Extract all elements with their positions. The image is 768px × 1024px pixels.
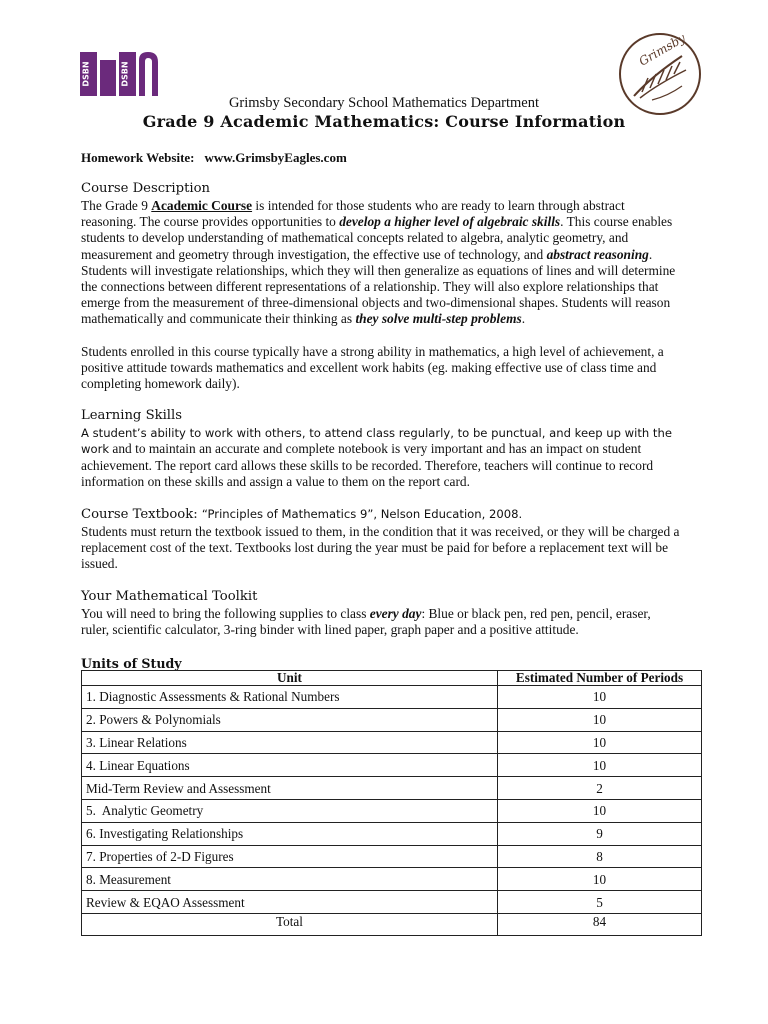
toolkit-paragraph bbox=[81, 606, 681, 638]
logo-left-text-2: DSBN bbox=[120, 61, 130, 87]
periods-cell: 10 bbox=[498, 708, 702, 731]
table-row bbox=[82, 845, 702, 868]
text-run: The Grade 9 bbox=[81, 198, 152, 213]
periods-cell: 10 bbox=[498, 868, 702, 891]
periods-cell: 5 bbox=[498, 891, 702, 914]
every-day-emphasis: every day bbox=[369, 605, 422, 621]
textbook-label: Course Textbook: bbox=[81, 507, 198, 523]
unit-cell: 8. Measurement bbox=[82, 868, 498, 891]
periods-cell: 10 bbox=[498, 686, 702, 709]
periods-cell: 10 bbox=[498, 731, 702, 754]
unit-cell: 5. Analytic Geometry bbox=[82, 799, 498, 822]
periods-cell: 2 bbox=[498, 777, 702, 800]
logo-left-text-1: DSBN bbox=[81, 61, 91, 87]
homework-url[interactable]: www.GrimsbyEagles.com bbox=[204, 150, 347, 165]
course-description-paragraph bbox=[81, 198, 681, 328]
total-row bbox=[82, 913, 702, 935]
text-run: . This course enables students to develop understanding of mathematical concepts related to algebra, analytic geometry, and measurement and geometry through investigation, the effective use of technology, and bbox=[81, 214, 673, 262]
table-row bbox=[82, 799, 702, 822]
homework-label: Homework Website: bbox=[81, 150, 195, 165]
dsbn-logo bbox=[80, 50, 160, 96]
column-header-unit: Unit bbox=[82, 671, 498, 686]
academic-course-emphasis: Academic Course bbox=[151, 198, 253, 213]
text-run: You will need to bring the following supplies to class bbox=[81, 605, 370, 621]
toolkit-heading: Your Mathematical Toolkit bbox=[81, 588, 258, 604]
text-run: . Students will investigate relationships, which they will then generalize as equations of lines and will determine the connections between different representations of a relationship. They will also explore relationships that emerge from the measurement of three-dimensional objects and two-dimensional shapes. Students will reason mathematically and communicate their thinking as bbox=[81, 246, 676, 327]
periods-cell: 9 bbox=[498, 822, 702, 845]
textbook-heading bbox=[81, 505, 681, 524]
unit-cell: 3. Linear Relations bbox=[82, 731, 498, 754]
text-run: : Blue or black pen, red pen, pencil, eraser, ruler, scientific calculator, 3-ring binder with lined paper, graph paper and a positive attitude. bbox=[81, 605, 651, 637]
unit-cell: Mid-Term Review and Assessment bbox=[82, 777, 498, 800]
units-header-row bbox=[82, 671, 702, 686]
text-run: is intended for those students who are ready to learn through abstract reasoning. The course provides opportunities to bbox=[81, 198, 625, 230]
periods-cell: 10 bbox=[498, 754, 702, 777]
abstract-reasoning-emphasis: abstract reasoning bbox=[546, 246, 649, 262]
homework-website bbox=[81, 150, 347, 166]
enrollment-paragraph: Students enrolled in this course typically have a strong ability in mathematics, a high level of achievement, a positive attitude towards mathematics and excellent work habits (eg. making effective use of class time and completing homework daily). bbox=[81, 343, 664, 392]
unit-cell: Review & EQAO Assessment bbox=[82, 891, 498, 914]
table-row bbox=[82, 822, 702, 845]
periods-cell: 8 bbox=[498, 845, 702, 868]
department-name: Grimsby Secondary School Mathematics Department bbox=[228, 95, 540, 111]
learning-skills-paragraph bbox=[81, 425, 681, 490]
logo-right-text: Grimsby bbox=[636, 30, 688, 69]
table-row bbox=[82, 754, 702, 777]
table-row bbox=[82, 777, 702, 800]
total-value: 84 bbox=[498, 913, 702, 935]
units-heading: Units of Study bbox=[81, 656, 182, 671]
unit-cell: 2. Powers & Polynomials bbox=[82, 708, 498, 731]
units-table bbox=[81, 670, 702, 936]
table-row bbox=[82, 708, 702, 731]
learning-skills-rest: and to maintain an accurate and complete notebook is very important and has an impact on student achievement. The report card allows these skills to be recorded. Therefore, teachers will continue to record information on these skills and assign a value to them on the report card. bbox=[81, 441, 654, 489]
page-title: Grade 9 Academic Mathematics: Course Information bbox=[142, 112, 626, 131]
course-description-heading: Course Description bbox=[81, 181, 211, 196]
total-label: Total bbox=[82, 913, 498, 935]
algebraic-skills-emphasis: develop a higher level of algebraic skills bbox=[339, 214, 561, 230]
learning-skills-heading: Learning Skills bbox=[81, 408, 183, 424]
textbook-title: “Principles of Mathematics 9”, Nelson Education, 2008. bbox=[201, 507, 523, 522]
table-row bbox=[82, 891, 702, 914]
unit-cell: 6. Investigating Relationships bbox=[82, 822, 498, 845]
learning-skills-line1: A student’s ability to work with others, to attend class regularly, to be punctual, and keep up with the work bbox=[81, 426, 672, 457]
textbook-paragraph: Students must return the textbook issued to them, in the condition that it was received, or they will be charged a replacement cost of the text. Textbooks lost during the year must be paid for before a replacement text will be issued. bbox=[81, 524, 680, 572]
text-run: . bbox=[521, 311, 526, 327]
table-row bbox=[82, 868, 702, 891]
unit-cell: 4. Linear Equations bbox=[82, 754, 498, 777]
table-row bbox=[82, 686, 702, 709]
column-header-periods: Estimated Number of Periods bbox=[498, 671, 702, 686]
multi-step-emphasis: they solve multi-step problems bbox=[355, 311, 522, 327]
course-content bbox=[81, 180, 681, 638]
unit-cell: 7. Properties of 2-D Figures bbox=[82, 845, 498, 868]
table-row bbox=[82, 731, 702, 754]
periods-cell: 10 bbox=[498, 799, 702, 822]
unit-cell: 1. Diagnostic Assessments & Rational Numbers bbox=[82, 686, 498, 709]
